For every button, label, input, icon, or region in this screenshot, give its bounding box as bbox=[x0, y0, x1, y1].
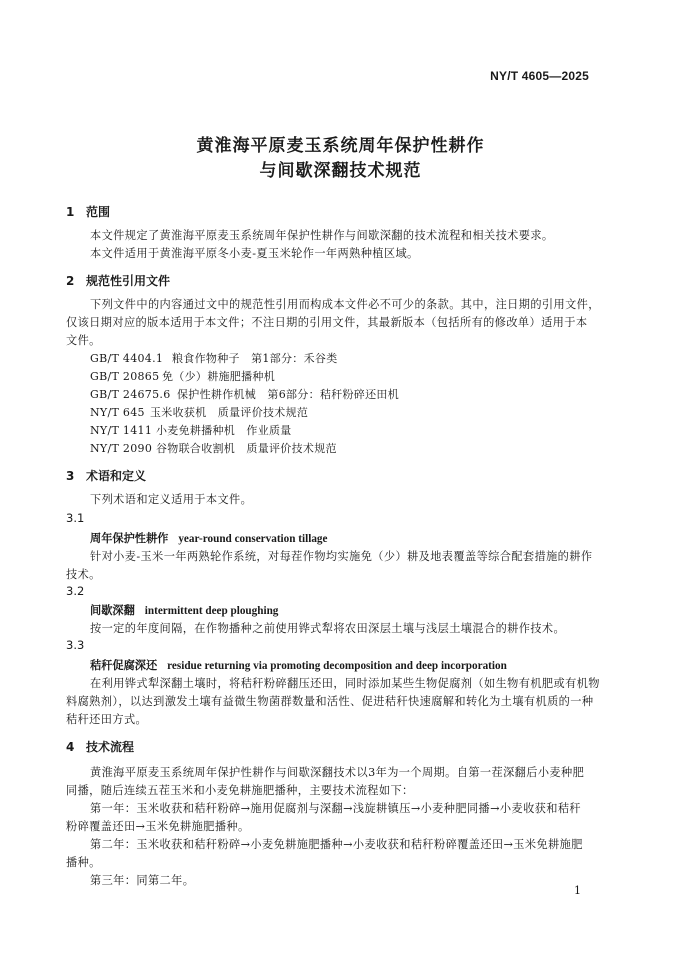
term-3-2-number: 3.2 bbox=[66, 584, 85, 598]
term-3-3-definition-line3: 秸秆还田方式。 bbox=[66, 713, 148, 726]
reference-item bbox=[90, 368, 275, 384]
year-2-flow-line1: 第二年：玉米收获和秸秆粉碎→小麦免耕施肥播种→小麦收获和秸秆粉碎覆盖还田→玉米免耕施肥 bbox=[90, 838, 583, 851]
reference-name: 粮食作物种子 第1部分：禾谷类 bbox=[172, 352, 338, 365]
term-english: year-round conservation tillage bbox=[178, 533, 328, 545]
year-2-flow-line2: 播种。 bbox=[66, 856, 101, 869]
reference-item bbox=[90, 422, 292, 438]
term-3-3-definition-line2: 料腐熟剂），以达到激发土壤有益微生物菌群数量和活性、促进秸秆快速腐解和转化为土壤有机质的一种 bbox=[66, 695, 594, 708]
reference-code: NY/T 1411 bbox=[90, 424, 153, 437]
document-title-line2: 与间歇深翻技术规范 bbox=[259, 161, 422, 181]
term-3-1-number: 3.1 bbox=[66, 511, 85, 525]
section-3-heading bbox=[66, 467, 146, 484]
year-1-flow-line2: 粉碎覆盖还田→玉米免耕施肥播种。 bbox=[66, 820, 250, 833]
term-3-1-heading bbox=[90, 530, 327, 546]
section-number: 4 bbox=[66, 740, 75, 754]
reference-name: 免（少）耕施肥播种机 bbox=[162, 370, 275, 383]
reference-item bbox=[90, 440, 337, 456]
reference-code: GB/T 24675.6 bbox=[90, 388, 171, 401]
document-title-line1: 黄淮海平原麦玉系统周年保护性耕作 bbox=[196, 136, 485, 156]
section-4-paragraph-line2: 同播，随后连续五茬玉米和小麦免耕施肥播种，主要技术流程如下： bbox=[66, 784, 414, 797]
term-english: residue returning via promoting decomposition and deep incorporation bbox=[167, 660, 507, 672]
section-3-intro: 下列术语和定义适用于本文件。 bbox=[90, 493, 253, 506]
term-3-3-number: 3.3 bbox=[66, 638, 85, 652]
reference-item bbox=[90, 404, 308, 420]
term-3-3-definition-line1: 在利用铧式犁深翻土壤时，将秸秆粉碎翻压还田，同时添加某些生物促腐剂（如生物有机肥或有机物 bbox=[90, 677, 600, 690]
term-3-2-heading bbox=[90, 602, 278, 618]
reference-code: GB/T 4404.1 bbox=[90, 352, 164, 365]
section-1-heading bbox=[66, 203, 110, 220]
reference-item bbox=[90, 350, 338, 366]
section-4-paragraph-line1: 黄淮海平原麦玉系统周年保护性耕作与间歇深翻技术以3年为一个周期。自第一茬深翻后小麦种肥 bbox=[90, 766, 585, 779]
page-number: 1 bbox=[574, 884, 581, 897]
reference-code: NY/T 2090 bbox=[90, 442, 153, 455]
section-title: 术语和定义 bbox=[86, 469, 147, 483]
term-chinese: 周年保护性耕作 bbox=[90, 532, 169, 545]
section-1-paragraph-1: 本文件规定了黄淮海平原麦玉系统周年保护性耕作与间歇深翻的技术流程和相关技术要求。 bbox=[90, 229, 554, 242]
section-4-heading bbox=[66, 738, 134, 755]
term-3-1-definition-line1: 针对小麦-玉米一年两熟轮作系统，对每茬作物均实施免（少）耕及地表覆盖等综合配套措施的耕作 bbox=[90, 550, 593, 563]
section-title: 范围 bbox=[86, 205, 111, 219]
year-1-flow-line1: 第一年：玉米收获和秸秆粉碎→施用促腐剂与深翻→浅旋耕镇压→小麦种肥同播→小麦收获和秸秆 bbox=[90, 802, 582, 815]
section-number: 3 bbox=[66, 469, 75, 483]
reference-name: 谷物联合收割机 质量评价技术规范 bbox=[156, 442, 337, 455]
section-2-heading bbox=[66, 272, 170, 289]
reference-name: 保护性耕作机械 第6部分：秸秆粉碎还田机 bbox=[177, 388, 399, 401]
reference-code: NY/T 645 bbox=[90, 406, 145, 419]
term-english: intermittent deep ploughing bbox=[144, 605, 279, 617]
section-1-paragraph-2: 本文件适用于黄淮海平原冬小麦-夏玉米轮作一年两熟种植区域。 bbox=[90, 247, 419, 260]
reference-name: 小麦免耕播种机 作业质量 bbox=[156, 424, 292, 437]
standard-code: NY/T 4605—2025 bbox=[490, 69, 589, 83]
term-3-3-heading bbox=[90, 657, 507, 673]
section-2-paragraph-line2: 仅该日期对应的版本适用于本文件；不注日期的引用文件，其最新版本（包括所有的修改单）适用于本 bbox=[66, 316, 588, 329]
section-number: 2 bbox=[66, 274, 75, 288]
section-2-paragraph-line3: 文件。 bbox=[66, 334, 101, 347]
term-3-2-definition: 按一定的年度间隔，在作物播种之前使用铧式犁将农田深层土壤与浅层土壤混合的耕作技术。 bbox=[90, 622, 566, 635]
section-2-paragraph-line1: 下列文件中的内容通过文中的规范性引用而构成本文件必不可少的条款。其中，注日期的引用文件， bbox=[90, 298, 600, 311]
reference-item bbox=[90, 386, 399, 402]
term-chinese: 秸秆促腐深还 bbox=[90, 659, 158, 672]
section-title: 规范性引用文件 bbox=[86, 274, 171, 288]
section-title: 技术流程 bbox=[86, 740, 135, 754]
term-3-1-definition-line2: 技术。 bbox=[66, 568, 101, 581]
year-3-flow: 第三年：同第二年。 bbox=[90, 874, 195, 887]
reference-code: GB/T 20865 bbox=[90, 370, 160, 383]
reference-name: 玉米收获机 质量评价技术规范 bbox=[150, 406, 309, 419]
term-chinese: 间歇深翻 bbox=[90, 604, 135, 617]
section-number: 1 bbox=[66, 205, 75, 219]
